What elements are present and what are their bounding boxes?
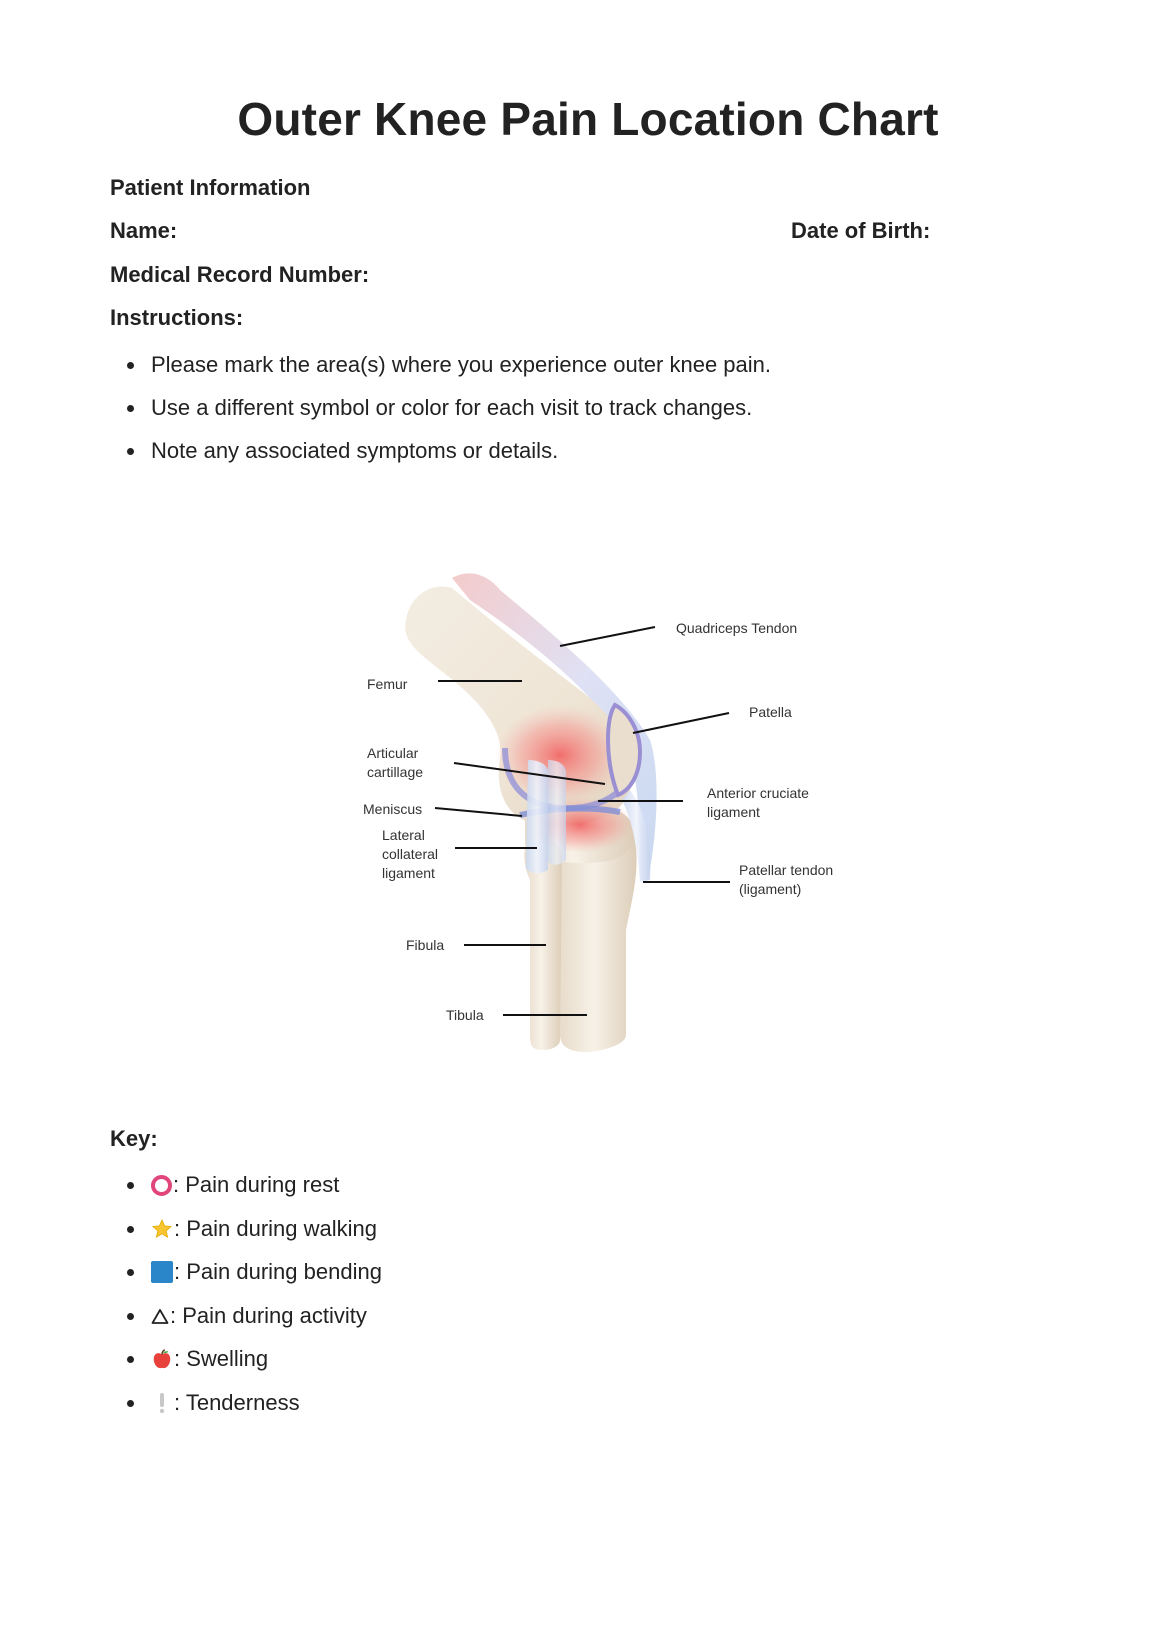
label-anterior-cruciate-ligament: ligament [707,804,760,820]
key-item-text: : Swelling [174,1346,269,1371]
exclamation-icon [151,1392,173,1414]
blue-square-icon [151,1261,173,1283]
dob-label: Date of Birth: [791,218,931,243]
name-label: Name: [110,218,178,243]
star-icon [151,1218,173,1240]
triangle-outline-icon [151,1305,169,1327]
lateral-collateral-ligament-shape [526,760,548,873]
leader-line-meniscus [435,808,522,816]
key-item-activity [147,1303,382,1347]
page-title: Outer Knee Pain Location Chart [237,93,939,145]
label-lateral-collateral-ligament: collateral [382,846,439,862]
label-quadriceps-tendon: Quadriceps Tendon [676,620,798,636]
leader-line-quadriceps [560,627,655,646]
label-meniscus: Meniscus [363,801,423,817]
instruction-item: • Please mark the area(s) where you experience outer knee pain. [147,352,771,395]
key-item-swelling [147,1346,382,1390]
instruction-item: • Note any associated symptoms or details. [147,438,771,481]
label-lateral-collateral-ligament: ligament [382,865,435,881]
key-item-text: : Tenderness [174,1389,300,1415]
key-list [117,1172,382,1433]
key-item-text: : Pain during rest [173,1172,340,1197]
key-item-rest [147,1172,382,1216]
key-item-tenderness [147,1390,382,1434]
label-anterior-cruciate-ligament: Anterior cruciate [707,785,809,801]
patient-info-heading: Patient Information [110,175,311,200]
pink-circle-icon [151,1175,172,1196]
key-item-text: : Pain during bending [174,1259,382,1284]
label-fibula: Fibula [406,937,445,953]
label-articular-cartilage: Articular [367,745,419,761]
key-item-text: : Pain during walking [174,1215,378,1241]
instruction-item: • Use a different symbol or color for each visit to track changes. [147,395,771,438]
label-femur: Femur [367,676,408,692]
key-item-text: : Pain during activity [170,1302,367,1328]
leader-line-patella [633,713,729,733]
mrn-label: Medical Record Number: [110,262,370,287]
key-item-walking [147,1216,382,1260]
label-patellar-tendon: (ligament) [739,881,802,897]
label-tibula: Tibula [446,1007,484,1023]
key-heading: Key: [110,1126,158,1151]
key-item-bending [147,1259,382,1303]
instructions-heading: Instructions: [110,305,244,330]
label-lateral-collateral-ligament: Lateral [382,827,425,843]
label-patellar-tendon: Patellar tendon [739,862,834,878]
label-articular-cartilage: cartillage [367,764,424,780]
label-patella: Patella [749,704,792,720]
apple-icon [151,1348,173,1370]
